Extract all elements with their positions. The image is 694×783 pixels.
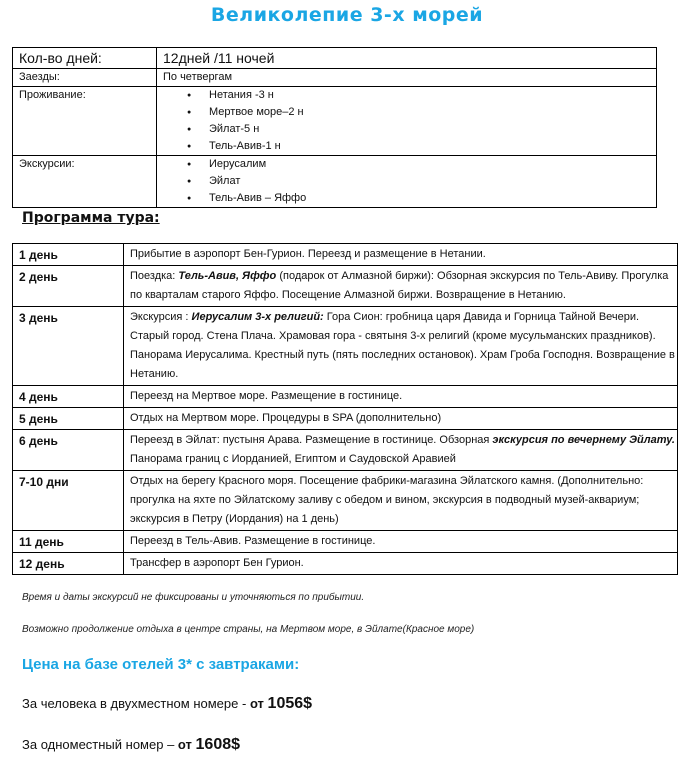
price-from: от <box>249 696 268 711</box>
accommodation-item: ● Эйлат-5 н <box>209 121 656 138</box>
program-description <box>124 386 678 408</box>
program-row <box>13 386 678 408</box>
accommodation-item: ● Тель-Авив-1 н <box>209 138 656 155</box>
info-row-accommodation <box>13 87 657 156</box>
program-description <box>124 244 678 266</box>
description-em: Иерусалим 3-х религий: <box>191 311 324 323</box>
program-day: 1 день <box>13 244 124 266</box>
description-pre: Переезд в Тель-Авив. Размещение в гостинице. <box>130 535 376 547</box>
description-post: (подарок от Алмазной биржи): Обзорная экскурсия по Тель-Авиву. Прогулка по кварталам старого Яффо. Посещение Алмазной биржи. Возвращение в Нетанию. <box>130 270 669 301</box>
price-single <box>22 736 240 754</box>
description-em: экскурсия по вечернему Эйлату. <box>492 434 675 446</box>
description-post: Панорама границ с Иорданией, Египтом и Саудовской Аравией <box>130 453 456 465</box>
excursions-label: Экскурсии: <box>13 156 157 208</box>
program-row <box>13 531 678 553</box>
program-day: 6 день <box>13 430 124 471</box>
description-post: Гора Сион: гробница царя Давида и Горница Тайной Вечери. Старый город. Стена Плача. Храмовая гора - святыня 3-х религий (кроме мусульманских праздников). Панорама Иерусалима. Крестный путь (пять последних остановок). Храм Гроба Господня. Возвращение в Нетанию. <box>130 311 675 380</box>
description-pre: Поездка: <box>130 270 179 282</box>
program-description <box>124 307 678 386</box>
program-day: 4 день <box>13 386 124 408</box>
description-pre: Переезд на Мертвое море. Размещение в гостинице. <box>130 390 403 402</box>
tour-info-table <box>12 47 657 208</box>
price-double-value: 1056$ <box>267 695 313 712</box>
program-day: 5 день <box>13 408 124 430</box>
excursions-list <box>163 156 656 207</box>
accommodation-list <box>163 87 656 155</box>
program-day: 7-10 дни <box>13 471 124 531</box>
accommodation-item: ● Нетания -3 н <box>209 87 656 104</box>
description-pre: Переезд в Эйлат: пустыня Арава. Размещение в гостинице. Обзорная <box>130 434 493 446</box>
price-double <box>22 695 312 713</box>
excursion-item: ● Иерусалим <box>209 156 656 173</box>
days-value: 12дней /11 ночей <box>157 48 657 69</box>
program-day: 2 день <box>13 266 124 307</box>
price-single-label: За одноместный номер – <box>22 737 178 752</box>
days-label: Кол-во дней: <box>13 48 157 69</box>
program-description <box>124 471 678 531</box>
info-row-arrivals <box>13 69 657 87</box>
program-row <box>13 553 678 575</box>
note-extension: Возможно продолжение отдыха в центре страны, на Мертвом море, в Эйлате(Красное море) <box>22 624 475 635</box>
program-row <box>13 307 678 386</box>
program-row <box>13 244 678 266</box>
program-description <box>124 266 678 307</box>
excursion-item: ● Эйлат <box>209 173 656 190</box>
accommodation-label: Проживание: <box>13 87 157 156</box>
document-title: Великолепие 3-х морей <box>210 4 484 26</box>
excursion-item: ● Тель-Авив – Яффо <box>209 190 656 207</box>
program-row <box>13 471 678 531</box>
accommodation-item: ● Мертвое море–2 н <box>209 104 656 121</box>
price-double-label: За человека в двухместном номере - <box>22 696 250 711</box>
program-description <box>124 430 678 471</box>
arrivals-label: Заезды: <box>13 69 157 87</box>
program-day: 11 день <box>13 531 124 553</box>
description-pre: Прибытие в аэропорт Бен-Гурион. Переезд и размещение в Нетании. <box>130 248 486 260</box>
arrivals-value: По четвергам <box>157 69 657 87</box>
program-row <box>13 430 678 471</box>
note-excursion-dates: Время и даты экскурсий не фиксированы и уточняються по прибытии. <box>22 592 365 603</box>
price-from: от <box>177 737 196 752</box>
description-pre: Трансфер в аэропорт Бен Гурион. <box>130 557 304 569</box>
program-table <box>12 243 678 575</box>
program-day: 12 день <box>13 553 124 575</box>
info-row-excursions <box>13 156 657 208</box>
price-single-value: 1608$ <box>195 736 241 753</box>
description-pre: Экскурсия : <box>130 311 192 323</box>
description-pre: Отдых на берегу Красного моря. Посещение фабрики-магазина Эйлатского камня. (Дополнительно: прогулка на яхте по Эйлатскому заливу с обедом и вином, экскурсия в подводный музей-аквариум; экскурсия в Петру (Иордания) на 1 день) <box>130 475 644 525</box>
program-day: 3 день <box>13 307 124 386</box>
description-pre: Отдых на Мертвом море. Процедуры в SPA (дополнительно) <box>130 412 442 424</box>
program-description <box>124 553 678 575</box>
program-row <box>13 408 678 430</box>
program-description <box>124 531 678 553</box>
price-heading: Цена на базе отелей 3* с завтраками: <box>22 656 300 673</box>
info-row-days <box>13 48 657 69</box>
program-heading: Программа тура: <box>22 210 160 226</box>
program-row <box>13 266 678 307</box>
program-description <box>124 408 678 430</box>
description-em: Тель-Авив, Яффо <box>178 270 277 282</box>
